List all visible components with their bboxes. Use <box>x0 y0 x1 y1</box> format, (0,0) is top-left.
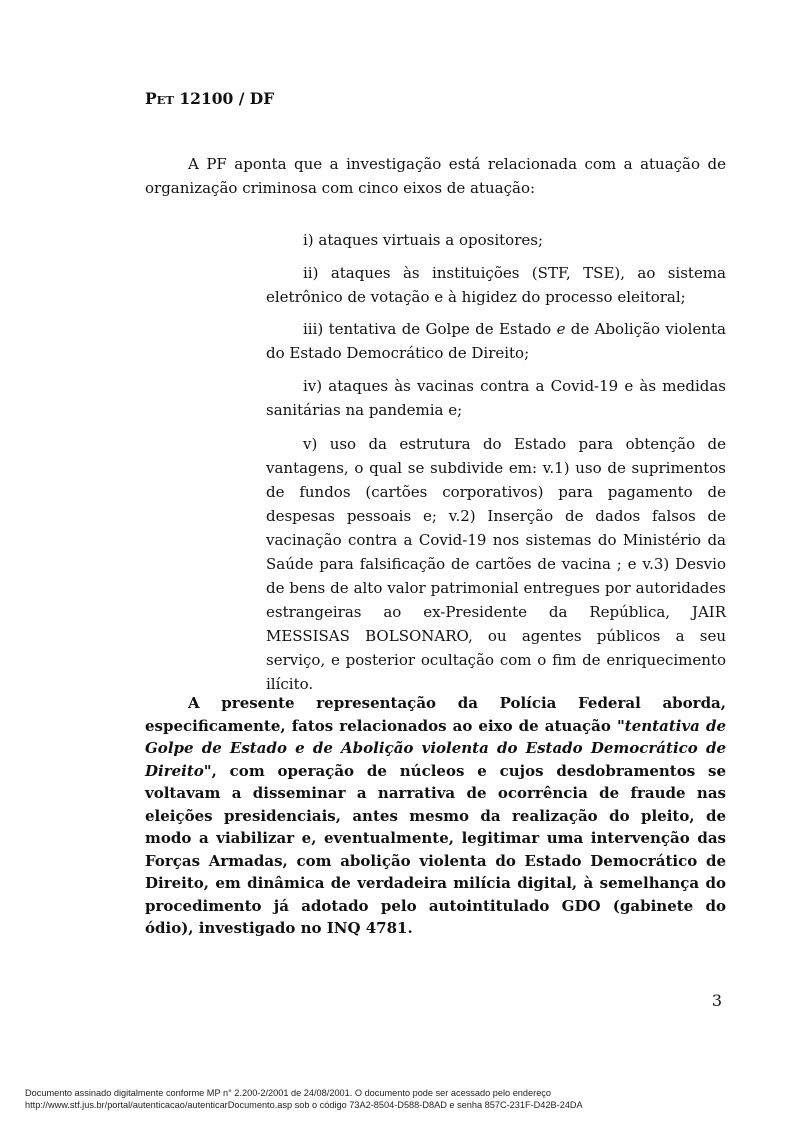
main-paragraph-quote: "tentativa de Golpe de Estado e de Abolição violenta do Estado Democrático de Direito" <box>145 716 726 780</box>
list-item-ii: ii) ataques às instituições (STF, TSE), ao sistema eletrônico de votação e à higidez do processo eleitoral; <box>266 264 726 306</box>
list-item-iii-italic: e <box>556 320 566 338</box>
case-header-smallcaps: ET <box>156 93 174 107</box>
footer-line-2: http://www.stf.jus.br/portal/autenticacao/autenticarDocumento.asp sob o código 73A2-8504-D588-D8AD e senha 857C-231F-D42B-24DA <box>25 1100 583 1110</box>
case-header-initial: P <box>145 89 157 108</box>
footer-line-1: Documento assinado digitalmente conforme MP n° 2.200-2/2001 de 24/08/2001. O documento pode ser acessado pelo endereço <box>25 1088 552 1098</box>
list-item-v: v) uso da estrutura do Estado para obtenção de vantagens, o qual se subdivide em: v.1) uso de suprimentos de fundos (cartões corporativos) para pagamento de despesas pessoais e; v.2) Inserção de dados falsos de vacinação contra a Covid-19 nos sistemas do Ministério da Saúde para falsificação de cartões de vacina ; e v.3) Desvio de bens de alto valor patrimonial entregues por autoridades estrangeiras ao ex-Presidente da República, JAIR MESSISAS BOLSONARO, ou agentes públicos a seu serviço, e posterior ocultação com o fim de enriquecimento ilícito. <box>266 435 726 693</box>
list-item-iii-start: iii) tentativa de Golpe de Estado <box>303 320 557 338</box>
main-paragraph-end: , com operação de núcleos e cujos desdobramentos se voltavam a disseminar a narrativa de ocorrência de fraude nas eleições presidenciais, antes mesmo da realização do pleito, de modo a viabilizar e, eventualmente, legitimar uma intervenção das Forças Armadas, com abolição violenta do Estado Democrático de Direito, em dinâmica de verdadeira milícia digital, à semelhança do procedimento já adotado pelo autointitulado GDO (gabinete do ódio), investigado no INQ 4781. <box>145 761 726 937</box>
list-item-iv: iv) ataques às vacinas contra a Covid-19 e às medidas sanitárias na pandemia e; <box>266 377 726 419</box>
list-item-iii <box>266 317 726 365</box>
digital-signature-footer <box>25 1087 583 1111</box>
intro-paragraph: A PF aponta que a investigação está relacionada com a atuação de organização criminosa com cinco eixos de atuação: <box>145 155 726 197</box>
list-item-iii-end: de Abolição violenta do Estado Democrático de Direito; <box>266 320 726 362</box>
case-header-number: 12100 / DF <box>173 89 275 108</box>
main-bold-paragraph <box>145 692 726 940</box>
page-number: 3 <box>711 991 722 1010</box>
case-header <box>145 89 274 108</box>
main-paragraph-start: A presente representação da Polícia Federal aborda, especificamente, fatos relacionados ao eixo de atuação <box>145 694 726 735</box>
list-item-i: i) ataques virtuais a opositores; <box>303 231 543 249</box>
